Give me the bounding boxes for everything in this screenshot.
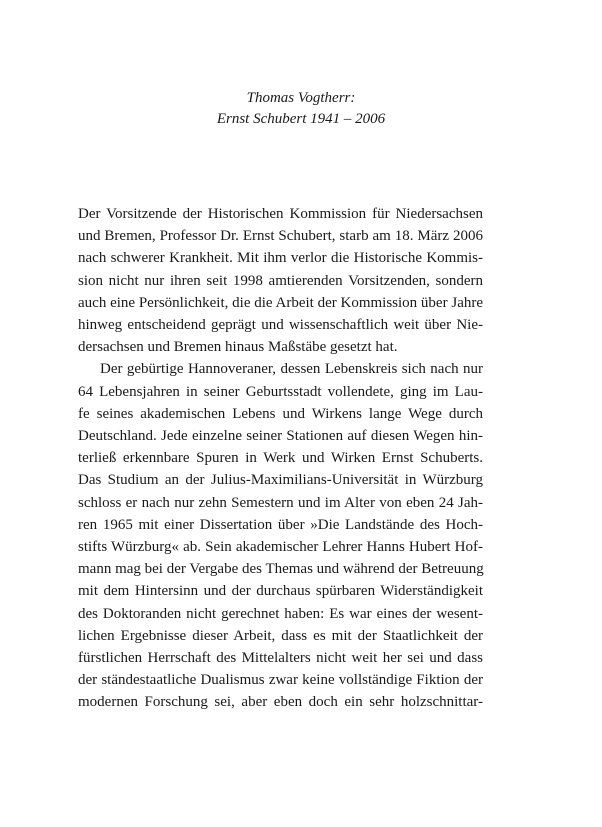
- text-line: des Doktoranden nicht gerechnet haben: Es war eines der wesent-: [78, 605, 483, 622]
- text-line: hinweg entscheidend geprägt und wissenschaftlich weit über Nie-: [78, 317, 483, 334]
- text-line: dersachsen und Bremen hinaus Maßstäbe gesetzt hat.: [78, 339, 398, 356]
- text-line: Der gebürtige Hannoveraner, dessen Lebenskreis sich nach nur: [100, 361, 483, 378]
- text-line: ren 1965 mit einer Dissertation über »Die Landstände des Hoch-: [78, 516, 483, 533]
- heading-author: Thomas Vogtherr:: [246, 90, 356, 106]
- article-heading: [0, 88, 602, 130]
- paragraph-2: [78, 358, 483, 713]
- text-line: der ständestaatliche Dualismus zwar keine vollständige Fiktion der: [78, 672, 483, 689]
- article-body: [78, 203, 483, 714]
- text-line: nach schwerer Krankheit. Mit ihm verlor die Historische Kommis-: [78, 250, 483, 267]
- text-line: terließ erkennbare Spuren in Werk und Wirken Ernst Schuberts.: [78, 450, 483, 467]
- text-line: fe seines akademischen Lebens und Wirkens lange Wege durch: [78, 405, 483, 422]
- paragraph-1: [78, 203, 483, 358]
- text-line: und Bremen, Professor Dr. Ernst Schubert, starb am 18. März 2006: [78, 228, 483, 245]
- text-line: mit dem Hintersinn und der durchaus spürbaren Widerständigkeit: [78, 583, 483, 600]
- text-line: fürstlichen Herrschaft des Mittelalters nicht weit her sei und dass: [78, 650, 483, 667]
- text-line: Das Studium an der Julius-Maximilians-Universität in Würzburg: [78, 472, 483, 489]
- text-line: sion nicht nur ihren seit 1998 amtierenden Vorsitzenden, sondern: [78, 272, 483, 289]
- text-line: auch eine Persönlichkeit, die die Arbeit der Kommission über Jahre: [78, 294, 483, 311]
- text-line: lichen Ergebnisse dieser Arbeit, dass es mit der Staatlichkeit der: [78, 627, 483, 644]
- text-line: Der Vorsitzende der Historischen Kommission für Niedersachsen: [78, 206, 483, 222]
- text-line: Deutschland. Jede einzelne seiner Stationen auf diesen Wegen hin-: [78, 428, 483, 445]
- text-line: mann mag bei der Vergabe des Themas und während der Betreuung: [78, 561, 484, 578]
- text-line: modernen Forschung sei, aber eben doch ein sehr holzschnittar-: [78, 694, 483, 711]
- text-line: stifts Würzburg« ab. Sein akademischer Lehrer Hanns Hubert Hof-: [78, 539, 483, 556]
- heading-title: Ernst Schubert 1941 – 2006: [216, 111, 386, 127]
- text-line: schloss er nach nur zehn Semestern und im Alter von eben 24 Jah-: [78, 494, 483, 511]
- text-line: 64 Lebensjahren in seiner Geburtsstadt vollendete, ging im Lau-: [78, 383, 483, 400]
